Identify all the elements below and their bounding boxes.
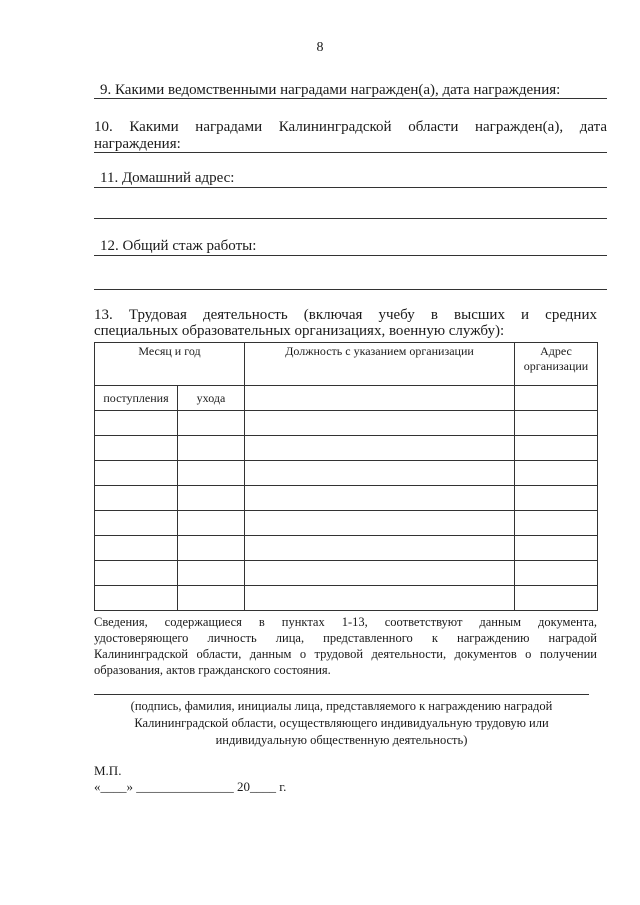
header-address: Адрес организации	[515, 343, 598, 386]
question-13-line2: специальных образовательных организациях, военную службу):	[94, 323, 505, 339]
header-month-year: Месяц и год	[95, 343, 245, 386]
table-cell[interactable]	[515, 586, 598, 611]
table-cell[interactable]	[95, 411, 178, 436]
table-row	[95, 536, 598, 561]
answer-line-11a[interactable]	[94, 187, 607, 188]
table-cell[interactable]	[245, 411, 515, 436]
table-cell[interactable]	[95, 436, 178, 461]
table-cell[interactable]	[178, 436, 245, 461]
question-11: 11. Домашний адрес:	[100, 170, 235, 186]
table-cell[interactable]	[245, 536, 515, 561]
table-row	[95, 461, 598, 486]
table-cell[interactable]	[245, 586, 515, 611]
table-row	[95, 511, 598, 536]
table-cell[interactable]	[178, 411, 245, 436]
table-cell[interactable]	[515, 386, 598, 411]
answer-line-9[interactable]	[94, 98, 607, 99]
table-cell[interactable]	[178, 486, 245, 511]
table-cell[interactable]	[95, 561, 178, 586]
table-cell[interactable]	[95, 461, 178, 486]
stamp-place-label: М.П.	[94, 763, 122, 778]
table-cell[interactable]	[515, 486, 598, 511]
table-cell[interactable]	[515, 511, 598, 536]
table-cell[interactable]	[178, 586, 245, 611]
work-history-table	[94, 342, 598, 611]
table-row	[95, 436, 598, 461]
certification-note: Сведения, содержащиеся в пунктах 1-13, соответствуют данным документа, удостоверяющего личность лица, представленного к награждению наградой Калининградской области, данным о трудовой деятельности, документов о получении образования, актов гражданского состояния.	[94, 615, 597, 677]
table-cell[interactable]	[95, 586, 178, 611]
table-cell[interactable]	[245, 511, 515, 536]
table-cell[interactable]	[178, 561, 245, 586]
table-row	[95, 411, 598, 436]
table-cell[interactable]	[515, 536, 598, 561]
table-cell[interactable]	[95, 536, 178, 561]
table-cell[interactable]	[178, 461, 245, 486]
table-cell[interactable]	[245, 436, 515, 461]
table-cell[interactable]	[515, 411, 598, 436]
table-row	[95, 586, 598, 611]
answer-line-12b[interactable]	[94, 289, 607, 290]
table-cell[interactable]	[515, 461, 598, 486]
table-row	[95, 486, 598, 511]
answer-line-12a[interactable]	[94, 255, 607, 256]
page-number: 8	[316, 40, 324, 55]
question-12: 12. Общий стаж работы:	[100, 238, 257, 254]
signature-line[interactable]	[94, 694, 589, 695]
signature-caption: (подпись, фамилия, инициалы лица, представляемого к награждению наградой Калининградской области, осуществляющего индивидуальную трудовую или индивидуальную общественную деятельность)	[130, 699, 553, 747]
table-cell[interactable]	[245, 561, 515, 586]
table-cell[interactable]	[178, 511, 245, 536]
table-cell[interactable]	[515, 436, 598, 461]
answer-line-11b[interactable]	[94, 218, 607, 219]
answer-line-10[interactable]	[94, 152, 607, 153]
table-row	[95, 561, 598, 586]
table-cell[interactable]	[95, 486, 178, 511]
table-cell[interactable]	[245, 486, 515, 511]
table-cell[interactable]	[245, 461, 515, 486]
table-cell[interactable]	[515, 561, 598, 586]
table-cell[interactable]	[245, 386, 515, 411]
question-13-line1: 13. Трудовая деятельность (включая учебу в высших и средних	[94, 307, 597, 323]
question-10-line2: награждения:	[94, 136, 181, 152]
question-9: 9. Какими ведомственными наградами награжден(а), дата награждения:	[100, 82, 561, 98]
header-position: Должность с указанием организации	[245, 343, 515, 386]
date-line: «____» _______________ 20____ г.	[94, 779, 287, 794]
subheader-end: ухода	[178, 386, 245, 411]
table-cell[interactable]	[178, 536, 245, 561]
question-10-line1: 10. Какими наградами Калининградской области награжден(а), дата	[94, 119, 607, 135]
subheader-start: поступления	[95, 386, 178, 411]
table-cell[interactable]	[95, 511, 178, 536]
